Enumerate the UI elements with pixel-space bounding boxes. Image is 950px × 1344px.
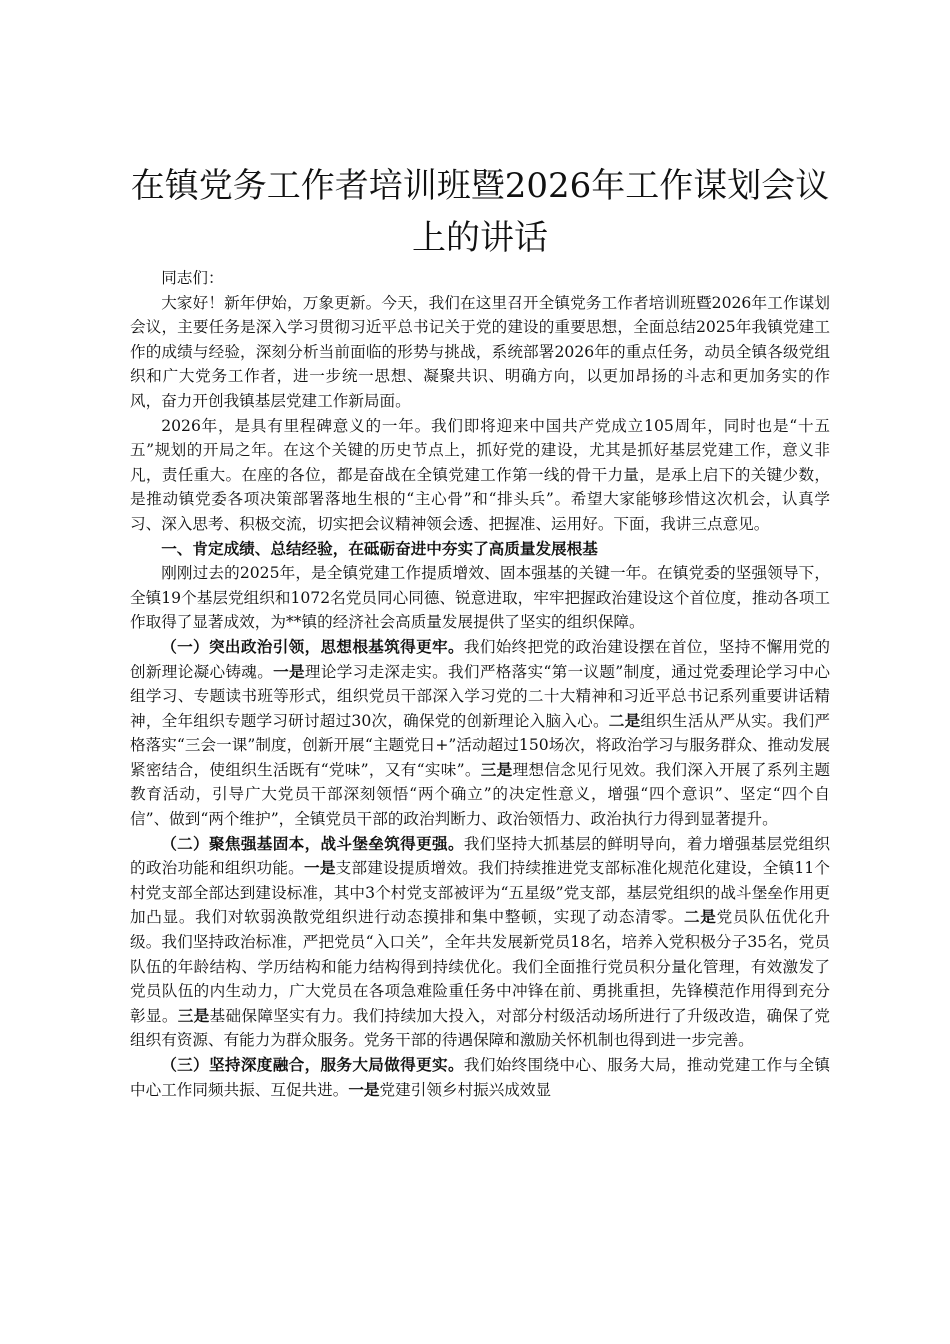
subsection-2-lead: （二）聚焦强基固本，战斗堡垒筑得更强。 bbox=[161, 833, 464, 853]
point-marker: 一是 bbox=[348, 1079, 380, 1099]
text-run: 我们始终把党的政治建设摆在首位，坚持不懈用党的创新理论凝心铸魂。 bbox=[130, 637, 830, 681]
subsection-2-paragraph bbox=[130, 832, 830, 1053]
document-title: 在镇党务工作者培训班暨2026年工作谋划会议上的讲话 bbox=[130, 166, 830, 258]
point-marker: 二是 bbox=[608, 710, 641, 730]
text-run: 基础保障坚实有力。我们持续加大投入，对部分村级活动场所进行了升级改造，确保了党组织有资源、有能力为群众服务。党务干部的待遇保障和激励关怀机制也得到进一步完善。 bbox=[130, 1006, 830, 1050]
document-page bbox=[130, 160, 830, 1102]
subsection-3-paragraph bbox=[130, 1053, 830, 1102]
point-marker: 三是 bbox=[480, 759, 513, 779]
text-run: 我们始终围绕中心、服务大局，推动党建工作与全镇中心工作同频共振、互促共进。 bbox=[130, 1056, 830, 1099]
text-run: 组织生活从严从实。我们严格落实“三会一课”制度，创新开展“主题党日+”活动超过150场次，将政治学习与服务群众、推动发展紧密结合，使组织生活既有“党味”，又有“实味”。 bbox=[130, 711, 830, 779]
subsection-1-paragraph bbox=[130, 635, 830, 832]
point-marker: 一是 bbox=[273, 661, 305, 681]
point-marker: 一是 bbox=[304, 858, 336, 878]
text-run: 理想信念见行见效。我们深入开展了系列主题教育活动，引导广大党员干部深刻领悟“两个确立”的决定性意义，增强“四个意识”、坚定“四个自信”、做到“两个维护”，全镇党员干部的政治判断力、政治领悟力、政治执行力得到显著提升。 bbox=[130, 760, 830, 829]
point-marker: 三是 bbox=[177, 1005, 210, 1025]
intro-paragraph-2: 2026年，是具有里程碑意义的一年。我们即将迎来中国共产党成立105周年，同时也是“十五五”规划的开局之年。在这个关键的历史节点上，抓好党的建设，尤其是抓好基层党建工作，意义非凡，责任重大。在座的各位，都是奋战在全镇党建工作第一线的骨干力量，是承上启下的关键少数，是推动镇党委各项决策部署落地生根的“主心骨”和“排头兵”。希望大家能够珍惜这次机会，认真学习、深入思考、积极交流，切实把会议精神领会透、把握准、运用好。下面，我讲三点意见。 bbox=[130, 416, 830, 533]
text-run: 支部建设提质增效。我们持续推进党支部标准化规范化建设，全镇11个村党支部全部达到建设标准，其中3个村党支部被评为“五星级”党支部，基层党组织的战斗堡垒作用更加凸显。我们对软弱涣散党组织进行动态摸排和集中整顿，实现了动态清零。 bbox=[130, 859, 830, 927]
text-run: 理论学习走深走实。我们严格落实“第一议题”制度，通过党委理论学习中心组学习、专题读书班等形式，组织党员干部深入学习党的二十大精神和习近平总书记系列重要讲话精神，全年组织专题学习研讨超过30次，确保党的创新理论入脑入心。 bbox=[130, 662, 830, 730]
subsection-1-lead: （一）突出政治引领，思想根基筑得更牢。 bbox=[161, 636, 464, 656]
section-1-paragraph: 刚刚过去的2025年，是全镇党建工作提质增效、固本强基的关键一年。在镇党委的坚强领导下，全镇19个基层党组织和1072名党员同心同德、锐意进取，牢牢把握政治建设这个首位度，推动各项工作取得了显著成效，为**镇的经济社会高质量发展提供了坚实的组织保障。 bbox=[130, 564, 830, 632]
point-marker: 二是 bbox=[684, 907, 717, 927]
text-run: 党建引领乡村振兴成效显 bbox=[379, 1080, 552, 1099]
intro-paragraph-1: 大家好！新年伊始，万象更新。今天，我们在这里召开全镇党务工作者培训班暨2026年工作谋划会议，主要任务是深入学习贯彻习近平总书记关于党的建设的重要思想，全面总结2025年我镇党建工作的成绩与经验，深刻分析当前面临的形势与挑战，系统部署2026年的重点任务，动员全镇各级党组织和广大党务工作者，进一步统一思想、凝聚共识、明确方向，以更加昂扬的斗志和更加务实的作风，奋力开创我镇基层党建工作新局面。 bbox=[130, 293, 830, 410]
salutation: 同志们： bbox=[161, 269, 224, 287]
subsection-3-lead: （三）坚持深度融合，服务大局做得更实。 bbox=[161, 1055, 464, 1074]
section-1-heading: 一、肯定成绩、总结经验，在砥砺奋进中夯实了高质量发展根基 bbox=[161, 538, 598, 558]
text-run: 我们坚持大抓基层的鲜明导向，着力增强基层党组织的政治功能和组织功能。 bbox=[130, 834, 830, 878]
text-run: 党员队伍优化升级。我们坚持政治标准，严把党员“入口关”，全年共发展新党员18名，培养入党积极分子35名，党员队伍的年龄结构、学历结构和能力结构得到持续优化。我们全面推行党员积分量化管理，有效激发了党员队伍的内生动力，广大党员在各项急难险重任务中冲锋在前、勇挑重担，先锋模范作用得到充分彰显。 bbox=[130, 908, 830, 1025]
